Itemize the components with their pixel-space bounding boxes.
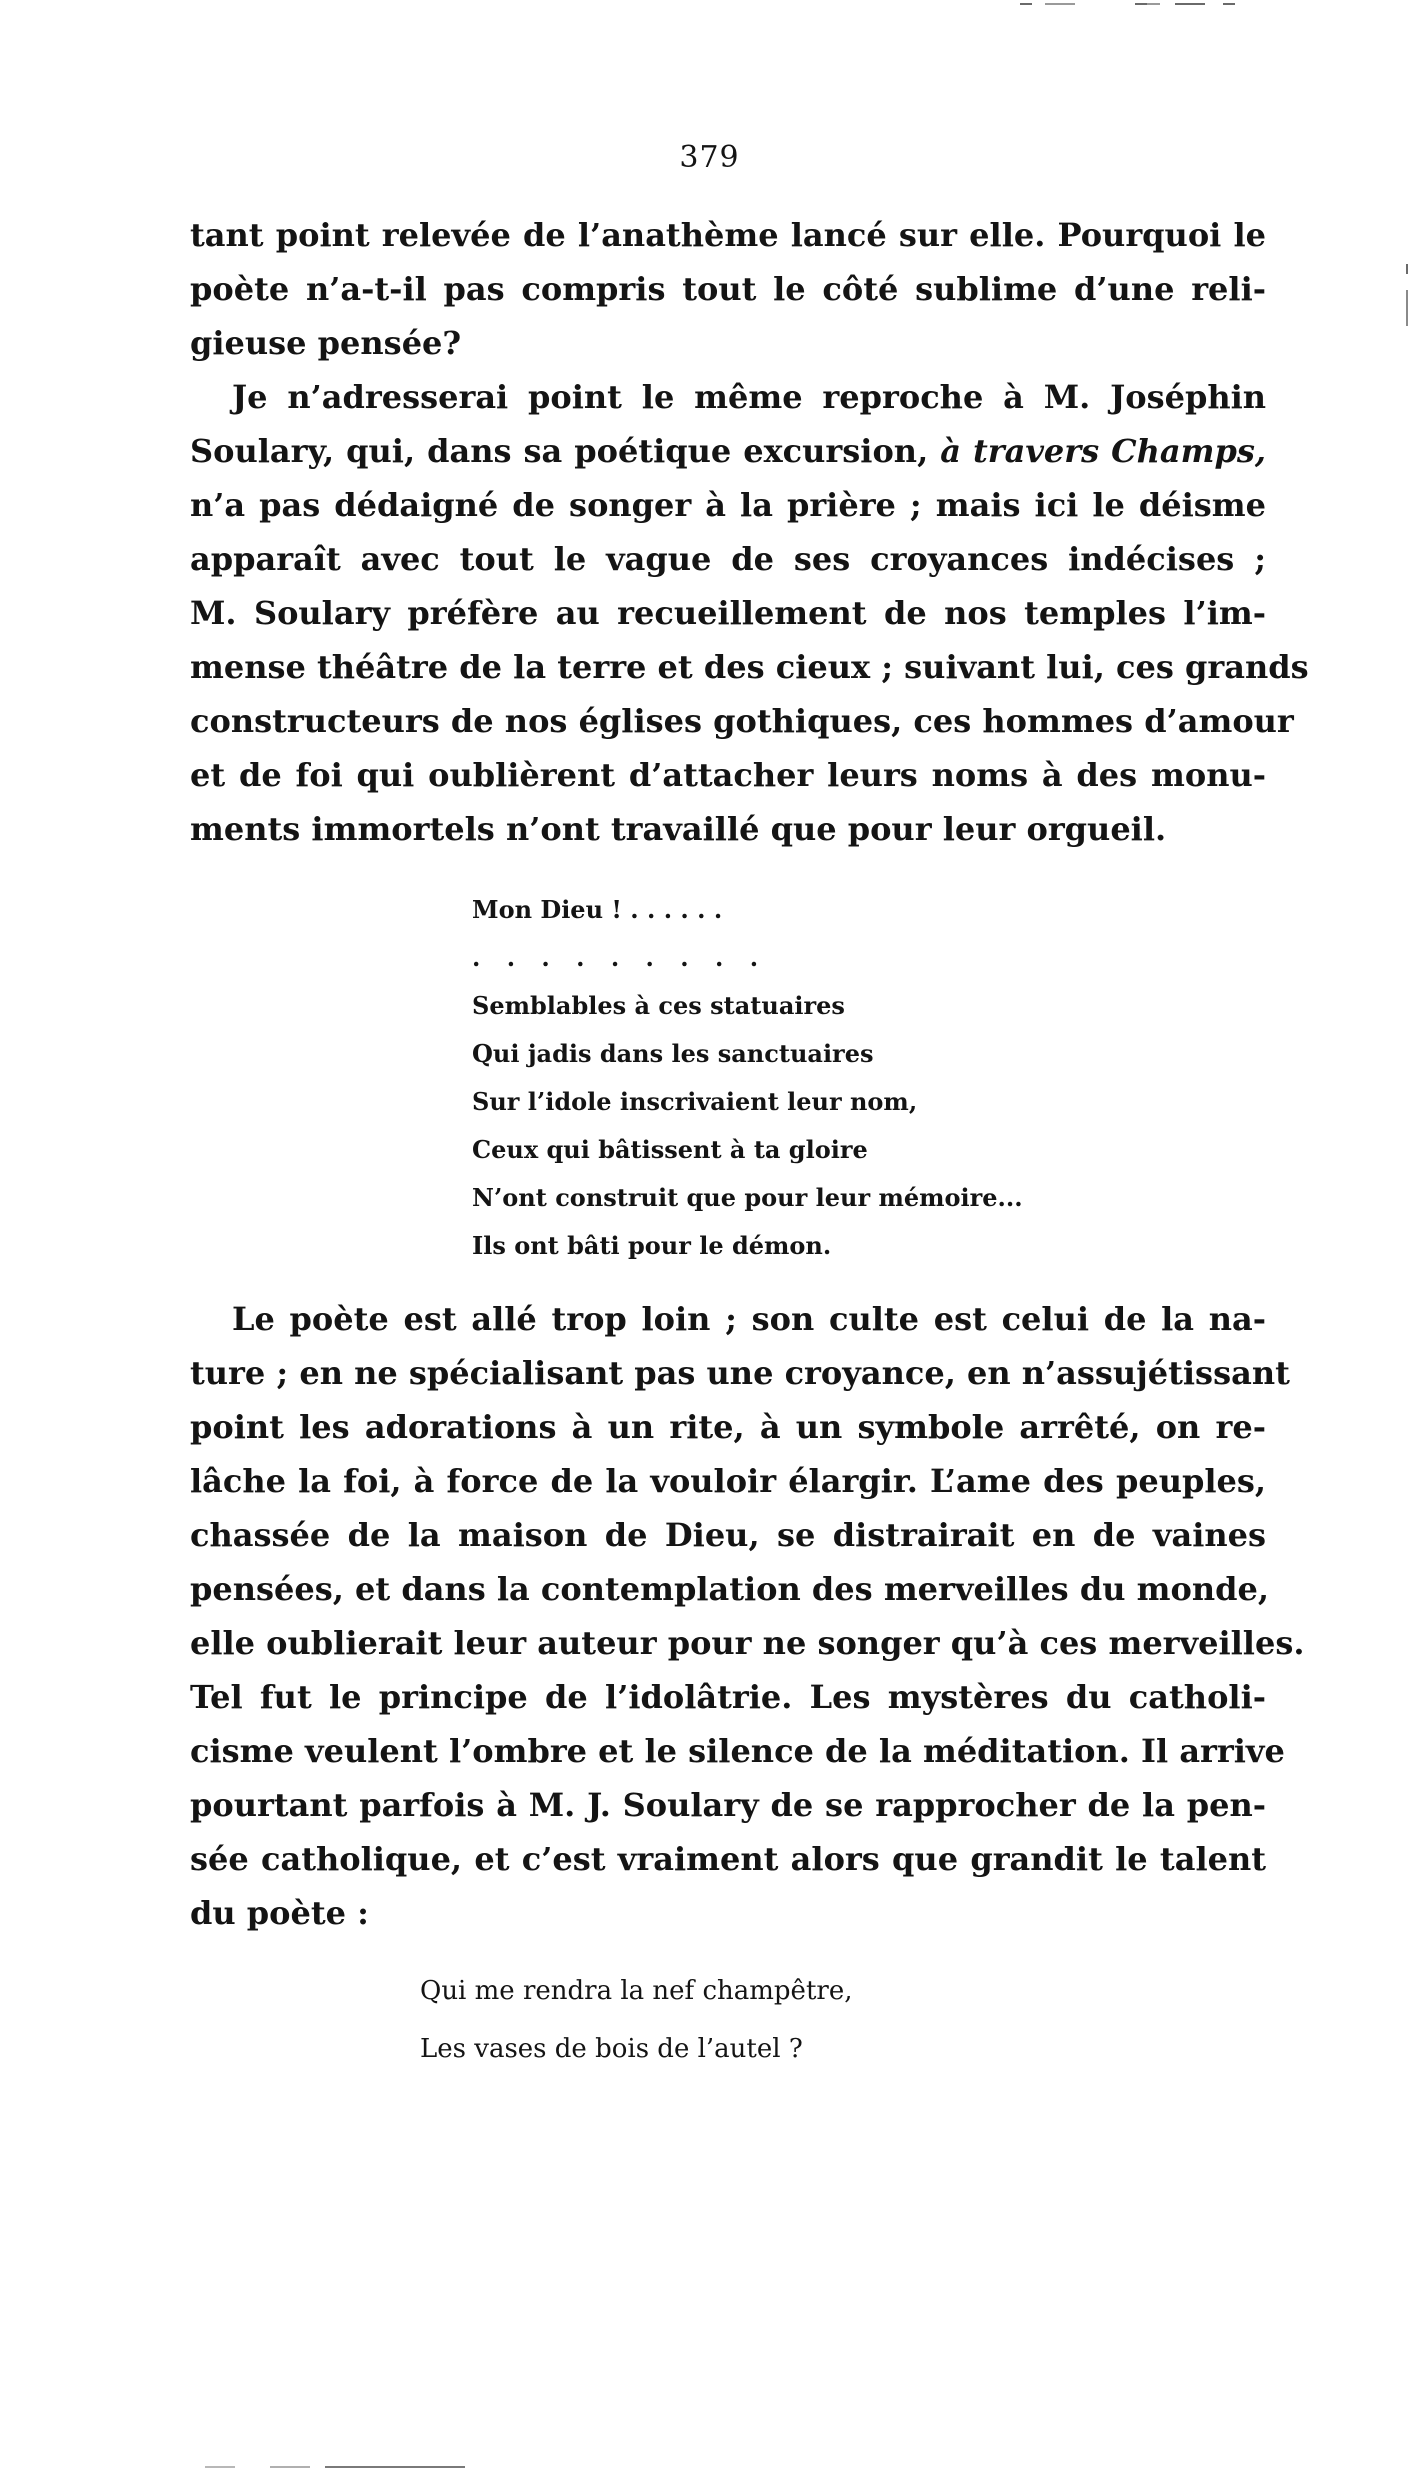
paragraph-continuation: [190, 208, 1266, 370]
scan-artifact-top: [1175, 3, 1205, 5]
text-line: pensées, et dans la contemplation des merveilles du monde,: [190, 1570, 1269, 1608]
text-line: ture ; en ne spécialisant pas une croyance, en n’assujétissant: [190, 1354, 1290, 1392]
scan-artifact-right: [1406, 290, 1408, 326]
text-line: mense théâtre de la terre et des cieux ; suivant lui, ces grands: [190, 648, 1309, 686]
text-line: ments immortels n’ont travaillé que pour leur orgueil.: [190, 810, 1167, 848]
poem-quotation-2: [420, 1962, 852, 2078]
text-line: M. Soulary préfère au recueillement de nos temples l’im-: [190, 594, 1266, 632]
work-title-italic: à travers Champs,: [940, 432, 1266, 470]
paragraph-soulary: [190, 370, 1309, 856]
scan-artifact-bottom: [325, 2466, 465, 2468]
text-line: apparaît avec tout le vague de ses croyances indécises ;: [190, 540, 1266, 578]
verse-line: N’ont construit que pour leur mémoire...: [472, 1183, 1023, 1212]
text-line: gieuse pensée?: [190, 324, 462, 362]
text-segment: Soulary, qui, dans sa poétique excursion,: [190, 432, 929, 470]
verse-line: Ils ont bâti pour le démon.: [472, 1231, 832, 1260]
scan-artifact-right: [1406, 264, 1408, 274]
text-line: pourtant parfois à M. J. Soulary de se rapprocher de la pen-: [190, 1786, 1266, 1824]
verse-line: Mon Dieu ! . . . . . .: [472, 895, 723, 924]
text-line: sée catholique, et c’est vraiment alors que grandit le talent: [190, 1840, 1266, 1878]
text-line: n’a pas dédaigné de songer à la prière ; mais ici le déisme: [190, 486, 1266, 524]
verse-line: Les vases de bois de l’autel ?: [420, 2034, 803, 2064]
scan-artifact-top: [1045, 3, 1075, 5]
scan-artifact-bottom: [205, 2466, 235, 2468]
text-line: tant point relevée de l’anathème lancé sur elle. Pourquoi le: [190, 216, 1266, 254]
ellipsis-line: . . . . . . . . .: [472, 943, 768, 972]
verse-line: Qui me rendra la nef champêtre,: [420, 1976, 853, 2006]
scan-artifact-bottom: [270, 2466, 310, 2468]
text-line: poète n’a-t-il pas compris tout le côté sublime d’une reli-: [190, 270, 1266, 308]
scan-artifact-top: [1223, 3, 1235, 5]
text-line: Le poète est allé trop loin ; son culte est celui de la na-: [232, 1300, 1266, 1338]
text-line: du poète :: [190, 1894, 369, 1932]
text-line: chassée de la maison de Dieu, se distrairait en de vaines: [190, 1516, 1266, 1554]
verse-line: Ceux qui bâtissent à ta gloire: [472, 1135, 868, 1164]
verse-line: Semblables à ces statuaires: [472, 991, 845, 1020]
text-line: elle oublierait leur auteur pour ne songer qu’à ces merveilles.: [190, 1624, 1305, 1662]
scan-artifact-top: [1020, 3, 1032, 5]
text-line-with-title: [190, 424, 1266, 478]
text-line: constructeurs de nos églises gothiques, ces hommes d’amour: [190, 702, 1294, 740]
text-line: lâche la foi, à force de la vouloir élargir. L’ame des peuples,: [190, 1462, 1266, 1500]
poem-quotation-1: [472, 886, 1023, 1270]
text-line: Tel fut le principe de l’idolâtrie. Les mystères du catholi-: [190, 1678, 1266, 1716]
text-line: et de foi qui oublièrent d’attacher leurs noms à des monu-: [190, 756, 1266, 794]
verse-line: Qui jadis dans les sanctuaires: [472, 1039, 874, 1068]
text-line: cisme veulent l’ombre et le silence de la méditation. Il arrive: [190, 1732, 1285, 1770]
text-line: point les adorations à un rite, à un symbole arrêté, on re-: [190, 1408, 1266, 1446]
page-number: 379: [679, 140, 740, 175]
verse-line: Sur l’idole inscrivaient leur nom,: [472, 1087, 918, 1116]
scan-artifact-top: [1135, 3, 1147, 5]
text-line: Je n’adresserai point le même reproche à M. Joséphin: [232, 378, 1266, 416]
paragraph-critique: [190, 1292, 1305, 1940]
